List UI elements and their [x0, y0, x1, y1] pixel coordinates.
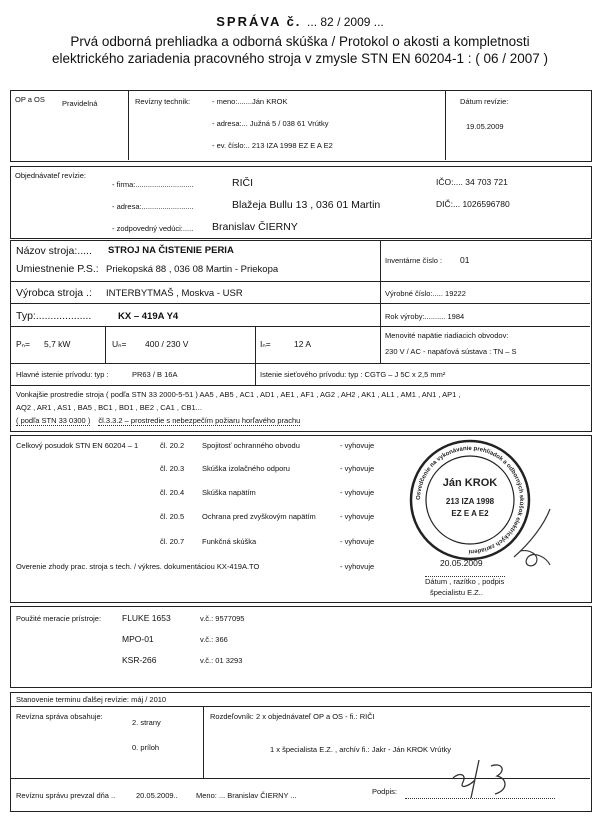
- client-firm-value: RIČI: [232, 177, 253, 189]
- clause: čl. 20.4: [160, 488, 185, 497]
- subtitle-line-1: Prvá odborná prehliadka a odborná skúška / Protokol o akosti a kompletnosti: [70, 34, 530, 49]
- manager-value: Branislav ČIERNY: [212, 221, 298, 233]
- environment-line-1: Vonkajšie prostredie stroja ( podľa STN 33 2000-5-51 ) AA5 , AB5 , AC1 , AD1 , AE1 , AF1 , AG2 , AH2 , AK1 , AL1 , AM1 , AN1 , AP1 ,: [16, 390, 461, 399]
- report-title: [0, 14, 600, 29]
- received-label: Revíznu správu prevzal dňa ..: [16, 791, 116, 800]
- location-value: Priekopská 88 , 036 08 Martin - Priekopa: [106, 264, 279, 275]
- received-date: 20.05.2009..: [136, 791, 178, 800]
- stamp-ring-text: Osvedčenie na vykonávanie prehliadok a odborných skúšok elektrických zariadení: [415, 445, 525, 555]
- attachments-count: 0. príloh: [132, 743, 160, 752]
- type-label: Typ:...................: [16, 310, 92, 322]
- instrument-name: MPO-01: [122, 634, 154, 644]
- manufacturer-label: Výrobca stroja .:: [16, 287, 92, 299]
- manager-label: - zodpovedný vedúci:.....: [112, 224, 194, 233]
- conformity-check: Overenie zhody prac. stroja s tech. / výkres. dokumentáciou KX-419A.TO: [16, 562, 260, 571]
- client-label: Objednávateľ revízie:: [15, 171, 86, 180]
- test-name: Ochrana pred zvyškovým napätím: [202, 512, 316, 521]
- instruments-label: Použité meracie prístroje:: [16, 614, 102, 623]
- assessment-label: Celkový posudok STN EN 60204 – 1: [16, 441, 139, 450]
- op-label: OP a OS: [15, 95, 45, 104]
- serial-number: Výrobné číslo:..... 19222: [385, 289, 466, 298]
- test-result: - vyhovuje: [340, 464, 375, 473]
- signature: [500, 505, 560, 575]
- voltage-value: 400 / 230 V: [145, 339, 189, 349]
- main-fuse-value: PR63 / B 16A: [132, 370, 178, 379]
- test-name: Funkčná skúška: [202, 537, 257, 546]
- instrument-serial: v.č.: 01 3293: [200, 656, 243, 665]
- test-name: Skúška napätím: [202, 488, 256, 497]
- power-value: 5,7 kW: [44, 339, 71, 349]
- sign-caption-2: špecialistu E.Z..: [430, 588, 483, 597]
- clause: čl. 20.2: [160, 441, 185, 450]
- inventory-label: Inventárne číslo :: [385, 256, 443, 265]
- current-label: Iₙ=: [260, 339, 271, 349]
- control-voltage-label: Menovité napätie riadiacich obvodov:: [385, 331, 509, 340]
- main-fuse-label: Hlavné istenie prívodu: typ :: [16, 370, 109, 379]
- clause: čl. 20.5: [160, 512, 185, 521]
- environment-line-2: AQ2 , AR1 , AS1 , BA5 , BC1 , BD1 , BE2 , CA1 , CB1...: [16, 403, 202, 412]
- next-revision: Stanovenie terminu ďalšej revízie: máj / 2010: [16, 695, 167, 704]
- client-firm-label: - firma:............................: [112, 180, 194, 189]
- technician-label: Revízny technik:: [135, 97, 191, 106]
- environment-line-3: ( podľa STN 33 0300 ) čl.3.3.2 – prostredie s nebezpečím požiaru horľavého prachu: [16, 416, 301, 425]
- contents-label: Revízna správa obsahuje:: [16, 712, 103, 721]
- location-label: Umiestnenie P.S.:: [16, 263, 99, 275]
- control-voltage-value: 230 V / AC - napäťová sústava : TN – S: [385, 347, 517, 356]
- test-result: - vyhovuje: [340, 488, 375, 497]
- conformity-result: - vyhovuje: [340, 562, 375, 571]
- revision-date-value: 19.05.2009: [466, 122, 504, 131]
- op-value: Pravidelná: [62, 99, 98, 108]
- sign-caption-1: Dátum , razítko , podpis: [425, 577, 505, 586]
- machine-name-label: Názov stroja:.....: [16, 245, 92, 257]
- pages-count: 2. strany: [132, 718, 161, 727]
- power-label: Pₙ=: [16, 339, 31, 349]
- client-address-label: - adresa:.........................: [112, 202, 194, 211]
- report-number: ... 82 / 2009 ...: [307, 15, 384, 29]
- sign-date: 20.05.2009: [440, 558, 483, 568]
- voltage-label: Uₙ=: [112, 339, 127, 349]
- receiver-signature: [445, 756, 525, 806]
- received-by: Meno: ... Branislav ČIERNY ...: [196, 791, 297, 800]
- subtitle-line-2: elektrického zariadenia pracovného stroja v zmysle STN EN 60204-1 : ( 06 / 2007 ): [52, 51, 548, 66]
- test-result: - vyhovuje: [340, 441, 375, 450]
- ico: IČO:.... 34 703 721: [436, 177, 508, 187]
- manufacturer-value: INTERBYTMAŠ , Moskva - USR: [106, 288, 243, 299]
- technician-name: - meno:.......Ján KROK: [212, 97, 288, 106]
- technician-address: - adresa:... Južná 5 / 038 61 Vrútky: [212, 119, 329, 128]
- test-result: - vyhovuje: [340, 512, 375, 521]
- test-result: - vyhovuje: [340, 537, 375, 546]
- test-name: Spojitosť ochranného obvodu: [202, 441, 300, 450]
- distribution-line-2: 1 x špecialista E.Z. , archív fi.: Jakr - Ján KROK Vrútky: [270, 745, 452, 754]
- technician-registration: - ev. číslo:.. 213 IZA 1998 EZ E A E2: [212, 141, 333, 150]
- current-value: 12 A: [294, 339, 312, 349]
- revision-date-label: Dátum revízie:: [460, 97, 509, 106]
- title-word: SPRÁVA č.: [216, 14, 302, 29]
- supply-cable: Istenie sieťového prívodu: typ : CGTG – J 5C x 2,5 mm²: [260, 370, 446, 379]
- dic: DIČ:... 1026596780: [436, 199, 510, 209]
- instrument-name: KSR-266: [122, 655, 157, 665]
- stamp-class: EZ E A E2: [451, 509, 489, 518]
- clause: čl. 20.3: [160, 464, 185, 473]
- machine-name-value: STROJ NA ČISTENIE PERIA: [108, 245, 234, 256]
- instrument-serial: v.č.: 366: [200, 635, 228, 644]
- test-name: Skúška izolačného odporu: [202, 464, 290, 473]
- production-year: Rok výroby:.......... 1984: [385, 312, 465, 321]
- inventory-value: 01: [460, 255, 470, 265]
- stamp-number: 213 IZA 1998: [445, 497, 495, 506]
- distribution-line-1: Rozdeľovník: 2 x objednávateľ OP a OS - fi.: RIČI: [210, 712, 375, 721]
- instrument-name: FLUKE 1653: [122, 613, 171, 623]
- clause: čl. 20.7: [160, 537, 185, 546]
- instrument-serial: v.č.: 9577095: [200, 614, 245, 623]
- type-value: KX – 419A Y4: [118, 311, 179, 322]
- signature-label: Podpis:: [372, 787, 398, 796]
- client-address-value: Blažeja Bullu 13 , 036 01 Martin: [232, 199, 381, 211]
- stamp-name: Ján KROK: [442, 477, 498, 489]
